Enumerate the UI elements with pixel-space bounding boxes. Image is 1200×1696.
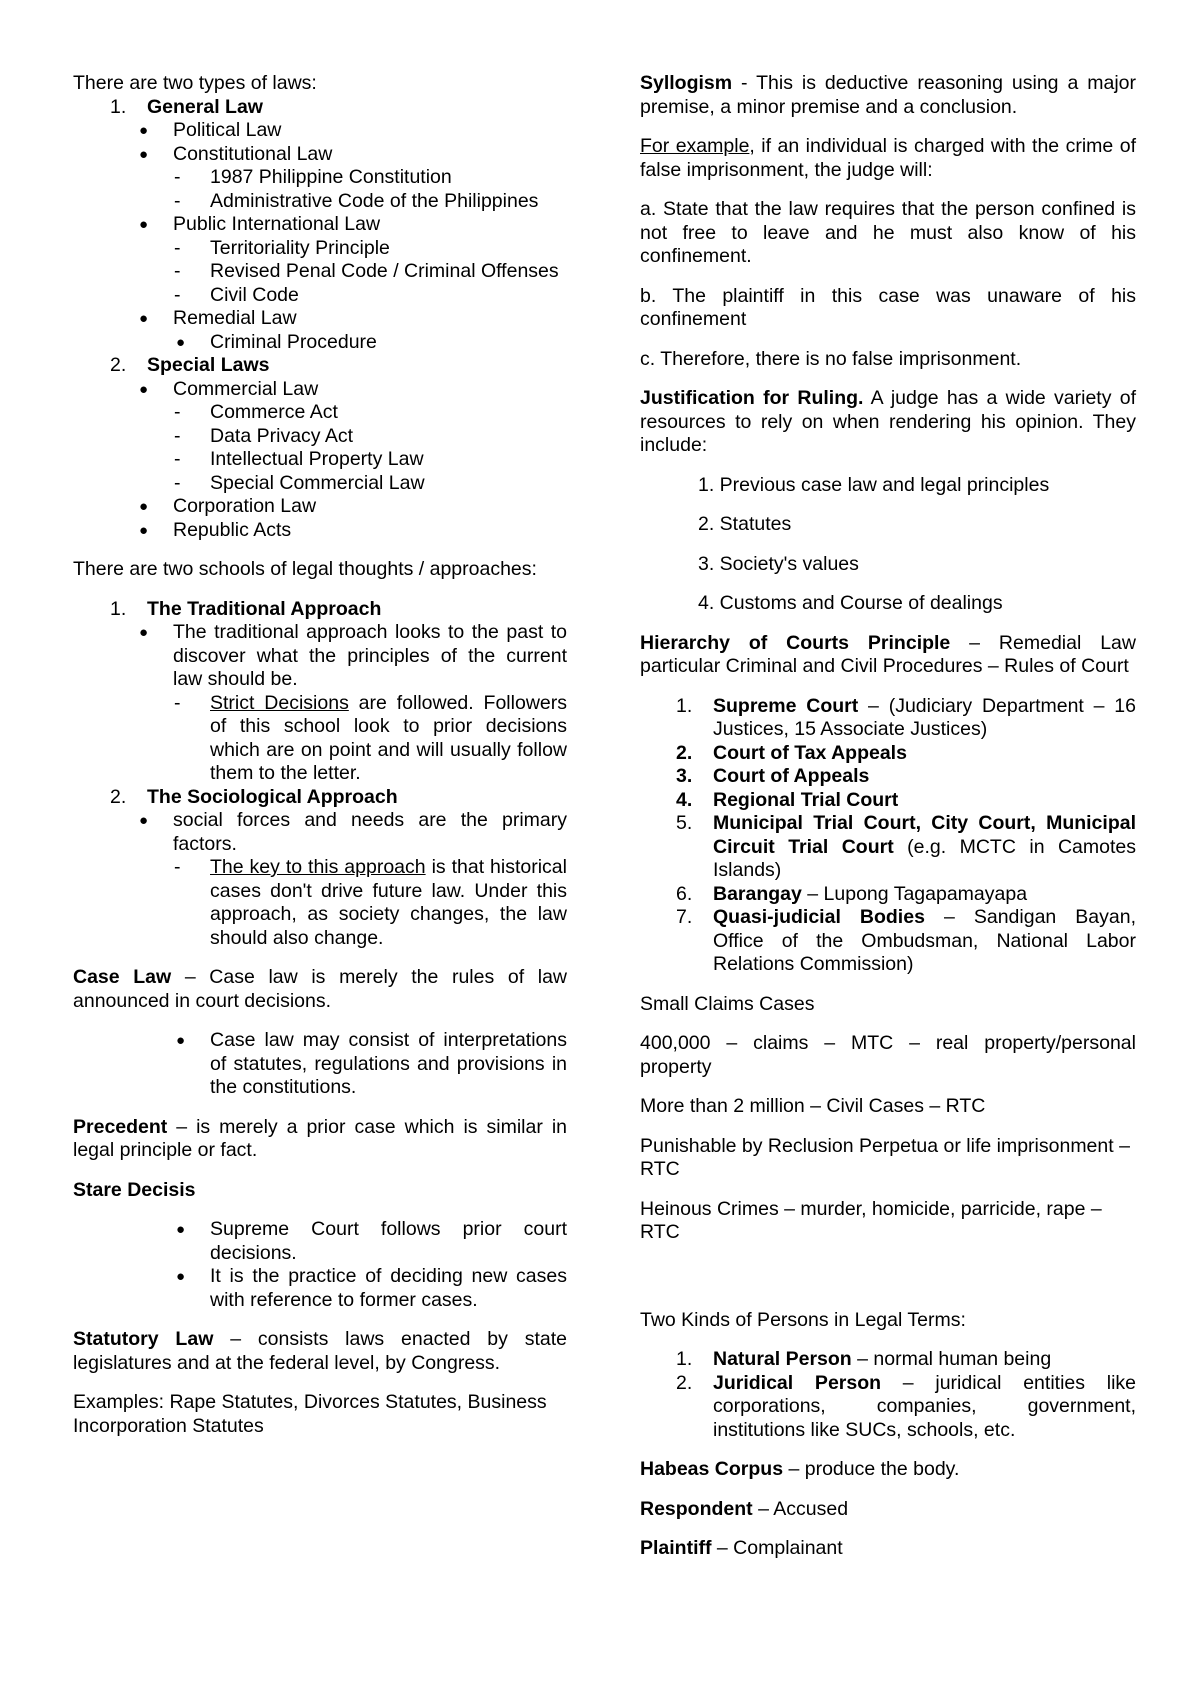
court-name: Regional Trial Court <box>713 788 899 811</box>
person-item <box>640 1372 1136 1443</box>
resource-item-3: 3. Society's values <box>698 552 859 575</box>
plaintiff-def: – Complainant <box>711 1537 843 1559</box>
list-item <box>73 1265 567 1312</box>
general-law-title: General Law <box>147 95 263 118</box>
syllogism-def: - This is deductive reasoning using a major premise, a minor premise and a conclusion. <box>640 72 1136 118</box>
habeas-term: Habeas Corpus <box>640 1458 784 1480</box>
stare-bullet-2: It is the practice of deciding new cases with reference to former cases. <box>210 1265 567 1311</box>
case-law-def: – Case law is merely the rules of law announced in court decisions. <box>73 966 568 1012</box>
traditional-approach-item <box>73 598 567 622</box>
list-number: 7. <box>676 906 693 928</box>
right-column <box>640 72 1136 1561</box>
sociological-approach-title: The Sociological Approach <box>147 785 398 808</box>
corporation-law: Corporation Law <box>173 495 317 517</box>
person-name: Juridical Person <box>713 1371 882 1394</box>
examples-paragraph: Examples: Rape Statutes, Divorces Statutes, Business Incorporation Statutes <box>73 1391 547 1437</box>
justification-paragraph <box>640 387 1136 458</box>
list-item <box>73 1029 567 1100</box>
more-than-2m: More than 2 million – Civil Cases – RTC <box>640 1095 986 1117</box>
list-number: 1. <box>676 1348 693 1370</box>
list-number: 2. <box>676 741 693 764</box>
list-number: 2. <box>110 785 127 808</box>
bullet-icon: ● <box>139 122 149 139</box>
hierarchy-term: Hierarchy of Courts Principle <box>640 631 951 654</box>
key-approach-desc: is that historical cases don't drive future law. Under this approach, as society changes, the law should also change. <box>210 856 567 949</box>
bullet-icon: ● <box>176 1221 186 1238</box>
list-item <box>73 213 567 237</box>
list-number: 5. <box>676 812 693 834</box>
bullet-icon: ● <box>176 1268 186 1285</box>
court-name: Supreme Court <box>713 694 859 717</box>
list-number: 1. <box>676 694 693 717</box>
heinous-crimes: Heinous Crimes – murder, homicide, parricide, rape – RTC <box>640 1197 1102 1243</box>
syllogism-paragraph <box>640 72 1136 119</box>
plaintiff <box>640 1537 1136 1561</box>
admin-code-item: Administrative Code of the Philippines <box>210 189 539 212</box>
person-name: Natural Person <box>713 1348 852 1370</box>
persons-intro: Two Kinds of Persons in Legal Terms: <box>640 1308 966 1331</box>
justification-term: Justification for Ruling. <box>640 387 864 409</box>
case-law-term: Case Law <box>73 966 172 988</box>
special-laws-title: Special Laws <box>147 354 270 376</box>
respondent-term: Respondent <box>640 1497 753 1520</box>
person-desc: – juridical entities like corporations, companies, government, institutions like SUCs, schools, etc. <box>713 1371 1136 1441</box>
list-item <box>73 425 567 449</box>
resource-item-1: 1. Previous case law and legal principles <box>698 473 1050 496</box>
court-name: Municipal Trial Court, City Court, Municipal Circuit Trial Court <box>713 812 1136 858</box>
dash-icon: - <box>174 691 181 714</box>
court-item <box>640 883 1136 907</box>
bullet-icon: ● <box>139 310 149 327</box>
remedial-law: Remedial Law <box>173 307 297 329</box>
ip-law-item: Intellectual Property Law <box>210 448 424 470</box>
dash-icon: - <box>174 401 181 423</box>
premise-c: c. Therefore, there is no false imprisonment. <box>640 347 1022 370</box>
habeas-def: – produce the body. <box>783 1458 960 1480</box>
dash-icon: - <box>174 856 181 878</box>
sociological-approach-item <box>73 786 567 810</box>
stare-bullet-1: Supreme Court follows prior court decisions. <box>210 1218 567 1264</box>
list-number: 1. <box>110 597 127 620</box>
precedent-term: Precedent <box>73 1115 168 1138</box>
dash-icon: - <box>174 260 181 282</box>
territoriality-item: Territoriality Principle <box>210 236 390 259</box>
data-privacy-item: Data Privacy Act <box>210 424 354 447</box>
bullet-icon: ● <box>139 812 149 829</box>
strict-decisions-term: Strict Decisions <box>210 691 349 714</box>
resource-item-4: 4. Customs and Course of dealings <box>698 592 1003 614</box>
bullet-icon: ● <box>139 145 149 163</box>
list-item <box>73 237 567 261</box>
dash-icon: - <box>174 424 181 447</box>
precedent-paragraph <box>73 1116 567 1163</box>
commerce-act-item: Commerce Act <box>210 401 338 423</box>
resource-item-2: 2. Statutes <box>698 513 792 535</box>
list-number: 4. <box>676 788 693 811</box>
types-intro: There are two types of laws: <box>73 72 317 94</box>
punishable: Punishable by Reclusion Perpetua or life imprisonment – RTC <box>640 1134 1130 1180</box>
court-item <box>640 765 1136 789</box>
small-claims: Small Claims Cases <box>640 992 815 1015</box>
court-item <box>640 906 1136 977</box>
left-column <box>73 72 567 1438</box>
syllogism-term: Syllogism <box>640 72 733 94</box>
statutory-term: Statutory Law <box>73 1328 214 1350</box>
criminal-procedure-item: Criminal Procedure <box>210 330 377 353</box>
court-item <box>640 812 1136 883</box>
list-item <box>73 260 567 284</box>
person-item <box>640 1348 1136 1372</box>
penal-code-item: Revised Penal Code / Criminal Offenses <box>210 260 559 282</box>
court-desc: – Sandigan Bayan, Office of the Ombudsman, National Labor Relations Commission) <box>713 906 1137 975</box>
person-desc: – normal human being <box>851 1348 1052 1370</box>
dash-icon: - <box>174 448 181 470</box>
list-item <box>73 1218 567 1265</box>
dash-icon: - <box>174 189 181 212</box>
court-item <box>640 695 1136 742</box>
list-item <box>73 331 567 355</box>
list-item <box>73 401 567 425</box>
key-approach-term: The key to this approach <box>210 856 426 878</box>
statutory-def: – consists laws enacted by state legislatures and at the federal level, by Congress. <box>73 1328 567 1374</box>
special-commercial-item: Special Commercial Law <box>210 471 425 494</box>
dash-icon: - <box>174 166 181 188</box>
justification-def: A judge has a wide variety of resources to rely on when rendering his opinion. They include: <box>640 387 1136 456</box>
court-name: Court of Tax Appeals <box>713 741 907 764</box>
stare-decisis-heading <box>73 1179 567 1203</box>
constitutional-law: Constitutional Law <box>173 142 333 165</box>
court-desc: (e.g. MCTC in Camotes Islands) <box>713 835 1136 881</box>
list-number: 1. <box>110 95 127 118</box>
bullet-icon: ● <box>139 216 149 233</box>
strict-decisions-desc: are followed. Followers of this school look to prior decisions which are on point and will usually follow them to the letter. <box>210 691 567 784</box>
special-laws-item <box>73 354 567 378</box>
bullet-icon: ● <box>139 498 149 515</box>
court-name: Quasi-judicial Bodies <box>713 906 925 928</box>
example-def: , if an individual is charged with the crime of false imprisonment, the judge will: <box>640 135 1136 181</box>
general-law-item <box>73 96 567 120</box>
traditional-desc: The traditional approach looks to the past to discover what the principles of the current law should be. <box>173 621 567 690</box>
list-item <box>73 166 567 190</box>
commercial-law: Commercial Law <box>173 377 319 400</box>
bullet-icon: ● <box>176 1032 186 1049</box>
list-number: 6. <box>676 882 693 905</box>
court-name: Barangay <box>713 882 802 905</box>
dash-icon: - <box>174 471 181 494</box>
list-number: 3. <box>676 765 693 787</box>
dash-icon: - <box>174 283 181 306</box>
claims-400k: 400,000 – claims – MTC – real property/personal property <box>640 1032 1136 1078</box>
court-name: Court of Appeals <box>713 765 870 787</box>
list-item <box>73 472 567 496</box>
list-number: 2. <box>676 1371 693 1394</box>
bullet-icon: ● <box>139 521 149 539</box>
respondent <box>640 1498 1136 1522</box>
list-item <box>73 621 567 692</box>
list-item <box>73 809 567 856</box>
sociological-desc: social forces and needs are the primary factors. <box>173 809 567 855</box>
example-paragraph <box>640 135 1136 182</box>
statutory-paragraph <box>73 1328 567 1375</box>
list-item <box>73 190 567 214</box>
list-number: 2. <box>110 354 127 376</box>
civil-code-item: Civil Code <box>210 283 299 306</box>
example-term: For example <box>640 135 750 157</box>
respondent-def: – Accused <box>752 1497 849 1520</box>
list-item <box>73 692 567 786</box>
public-intl-law: Public International Law <box>173 213 381 235</box>
list-item <box>73 284 567 308</box>
list-item <box>73 495 567 519</box>
bullet-icon: ● <box>139 380 149 398</box>
premise-a: a. State that the law requires that the person confined is not free to leave and he must also know of his confinement. <box>640 198 1136 267</box>
plaintiff-term: Plaintiff <box>640 1537 712 1559</box>
hierarchy-def: – Remedial Law particular Criminal and Civil Procedures – Rules of Court <box>640 631 1136 677</box>
list-item <box>73 307 567 331</box>
precedent-def: – is merely a prior case which is similar in legal principle or fact. <box>73 1115 567 1161</box>
court-desc: – (Judiciary Department – 16 Justices, 15 Associate Justices) <box>713 694 1136 740</box>
bullet-icon: ● <box>139 624 149 641</box>
case-law-paragraph <box>73 966 567 1013</box>
constitution-item: 1987 Philippine Constitution <box>210 166 452 188</box>
schools-intro: There are two schools of legal thoughts / approaches: <box>73 558 537 580</box>
traditional-approach-title: The Traditional Approach <box>147 597 382 620</box>
hierarchy-paragraph <box>640 632 1136 679</box>
court-item <box>640 742 1136 766</box>
court-item <box>640 789 1136 813</box>
republic-acts: Republic Acts <box>173 518 292 541</box>
premise-b: b. The plaintiff in this case was unaware of his confinement <box>640 284 1136 330</box>
case-law-bullet: Case law may consist of interpretations of statutes, regulations and provisions in the constitutions. <box>210 1029 567 1098</box>
list-item <box>73 119 567 143</box>
bullet-icon: ● <box>176 333 186 351</box>
stare-decisis-title: Stare Decisis <box>73 1178 196 1201</box>
list-item <box>73 856 567 950</box>
list-item <box>73 519 567 543</box>
political-law: Political Law <box>173 119 282 141</box>
list-item <box>73 448 567 472</box>
list-item <box>73 378 567 402</box>
dash-icon: - <box>174 236 181 259</box>
court-desc: – Lupong Tagapamayapa <box>801 882 1028 905</box>
list-item <box>73 143 567 167</box>
habeas-corpus <box>640 1458 1136 1482</box>
